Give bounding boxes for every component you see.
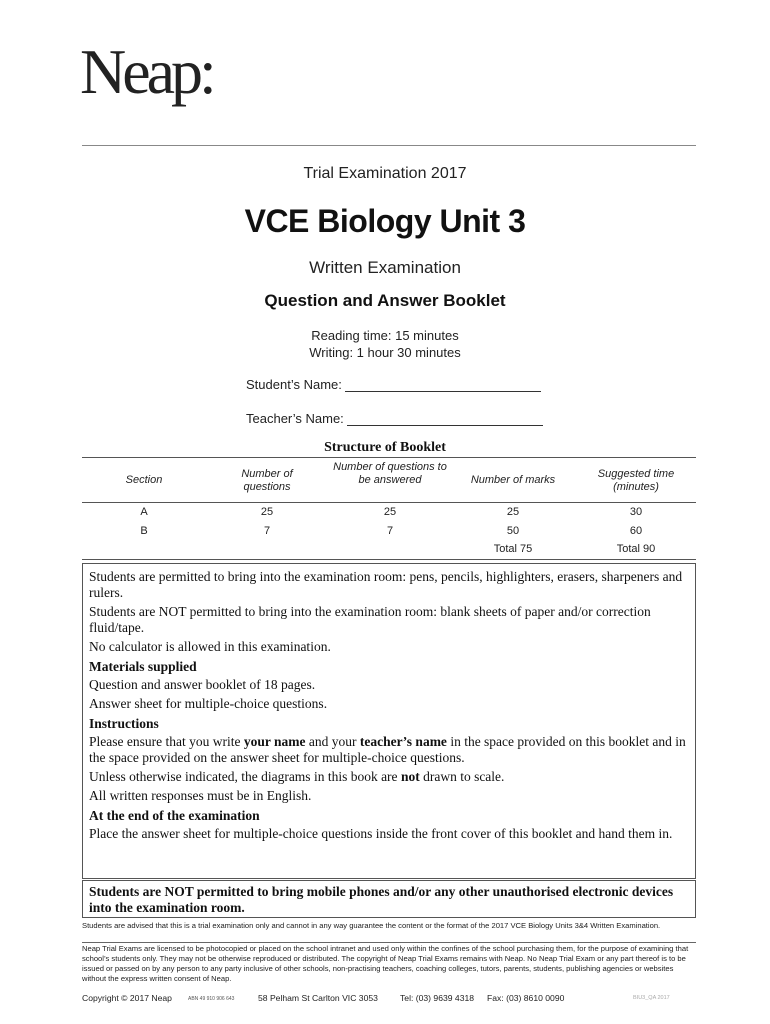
instruction-english: All written responses must be in English. bbox=[89, 788, 312, 803]
student-name-line[interactable] bbox=[345, 378, 541, 392]
exam-type: Trial Examination 2017 bbox=[303, 165, 467, 182]
instruction-names-part: Please ensure that you write bbox=[89, 734, 244, 749]
footer-fax: Fax: (03) 8610 0090 bbox=[487, 993, 565, 1003]
booklet-title: Question and Answer Booklet bbox=[264, 291, 506, 310]
row-a-marks: 25 bbox=[506, 506, 520, 518]
total-time: Total 90 bbox=[616, 543, 656, 555]
exam-rules-box bbox=[82, 563, 696, 879]
table-header-questions: Number of questions bbox=[241, 468, 293, 493]
end-heading: At the end of the examination bbox=[89, 808, 260, 823]
structure-table-header-rule bbox=[82, 502, 696, 503]
student-name-field[interactable] bbox=[246, 377, 541, 392]
structure-title: Structure of Booklet bbox=[324, 440, 446, 455]
licence-notice: Neap Trial Exams are licensed to be photocopied or placed on the school intranet and used only within the confines of the school purchasing them, for the purpose of examining that school’s students only. They may not be otherwise reproduced or distributed. The copyright of Neap Trial Exams remains with Neap. No Neap Trial Exam or any part thereof is to be issued or passed on by any person to any party inclusive of other schools, non-practising teachers, coaching colleges, tutors, parents, students, publishing agencies or websites without the express written consent of Neap. bbox=[82, 944, 689, 983]
fineprint-divider bbox=[82, 942, 696, 943]
row-a-questions: 25 bbox=[260, 506, 274, 518]
footer-abn: ABN 49 910 906 643 bbox=[188, 996, 235, 1002]
instruction-diagrams bbox=[89, 769, 688, 785]
footer-copyright: Copyright © 2017 Neap bbox=[82, 993, 172, 1003]
instruction-your-name: your name bbox=[243, 734, 306, 749]
instruction-names-part: in the space provided on this booklet and in the space provided on the answer sheet for multiple-choice questions. bbox=[89, 734, 686, 765]
instruction-diagrams-part: Unless otherwise indicated, the diagrams in this book are bbox=[89, 769, 401, 784]
structure-table-top-rule bbox=[82, 457, 696, 458]
row-b-time: 60 bbox=[629, 525, 643, 537]
instruction-not: not bbox=[400, 769, 420, 784]
instruction-teacher-name: teacher’s name bbox=[359, 734, 447, 749]
row-b-questions: 7 bbox=[263, 525, 271, 537]
row-b-marks: 50 bbox=[506, 525, 520, 537]
instruction-diagrams-part: drawn to scale. bbox=[419, 769, 505, 784]
instructions-heading: Instructions bbox=[89, 716, 159, 731]
row-b-section: B bbox=[140, 525, 148, 537]
writing-time: Writing: 1 hour 30 minutes bbox=[309, 345, 461, 360]
end-instruction: Place the answer sheet for multiple-choice questions inside the front cover of this booklet and hand them in. bbox=[89, 826, 673, 841]
table-header-marks: Number of marks bbox=[470, 474, 556, 486]
table-header-answered: Number of questions to be answered bbox=[333, 461, 447, 486]
exam-subtitle: Written Examination bbox=[309, 258, 461, 277]
structure-table-bottom-rule bbox=[82, 559, 696, 560]
neap-logo: Neap: bbox=[80, 36, 213, 107]
teacher-name-field[interactable] bbox=[246, 411, 543, 426]
row-a-section: A bbox=[140, 506, 148, 518]
footer-code: BIU3_QA 2017 bbox=[633, 995, 670, 1001]
table-header-section: Section bbox=[125, 474, 163, 486]
page-title: VCE Biology Unit 3 bbox=[244, 203, 526, 239]
row-a-time: 30 bbox=[629, 506, 643, 518]
teacher-name-line[interactable] bbox=[347, 412, 543, 426]
not-permitted-items-text: Students are NOT permitted to bring into the examination room: blank sheets of paper and/or correction fluid/tape. bbox=[89, 604, 651, 635]
materials-item-1: Question and answer booklet of 18 pages. bbox=[89, 677, 316, 692]
mobile-warning-box: Students are NOT permitted to bring mobile phones and/or any other unauthorised electronic devices into the examination room. bbox=[82, 880, 696, 918]
materials-heading: Materials supplied bbox=[89, 659, 197, 674]
calculator-text: No calculator is allowed in this examination. bbox=[89, 639, 331, 654]
student-name-label: Student’s Name: bbox=[246, 377, 342, 392]
instruction-names bbox=[89, 734, 688, 766]
teacher-name-label: Teacher’s Name: bbox=[246, 411, 344, 426]
instruction-names-part: and your bbox=[305, 734, 360, 749]
trial-disclaimer: Students are advised that this is a trial examination only and cannot in any way guarantee the content or the format of the 2017 VCE Biology Units 3&4 Written Examination. bbox=[82, 921, 661, 930]
footer-tel: Tel: (03) 9639 4318 bbox=[400, 993, 475, 1003]
row-b-answered: 7 bbox=[386, 525, 394, 537]
table-header-time: Suggested time (minutes) bbox=[597, 468, 675, 493]
row-a-answered: 25 bbox=[383, 506, 397, 518]
permitted-items-text: Students are permitted to bring into the examination room: pens, pencils, highlighters, erasers, sharpeners and rulers. bbox=[89, 569, 683, 600]
footer-address: 58 Pelham St Carlton VIC 3053 bbox=[258, 993, 378, 1003]
reading-time: Reading time: 15 minutes bbox=[311, 328, 459, 343]
total-marks: Total 75 bbox=[493, 543, 533, 555]
header-divider bbox=[82, 145, 696, 146]
materials-item-2: Answer sheet for multiple-choice questions. bbox=[89, 696, 328, 711]
